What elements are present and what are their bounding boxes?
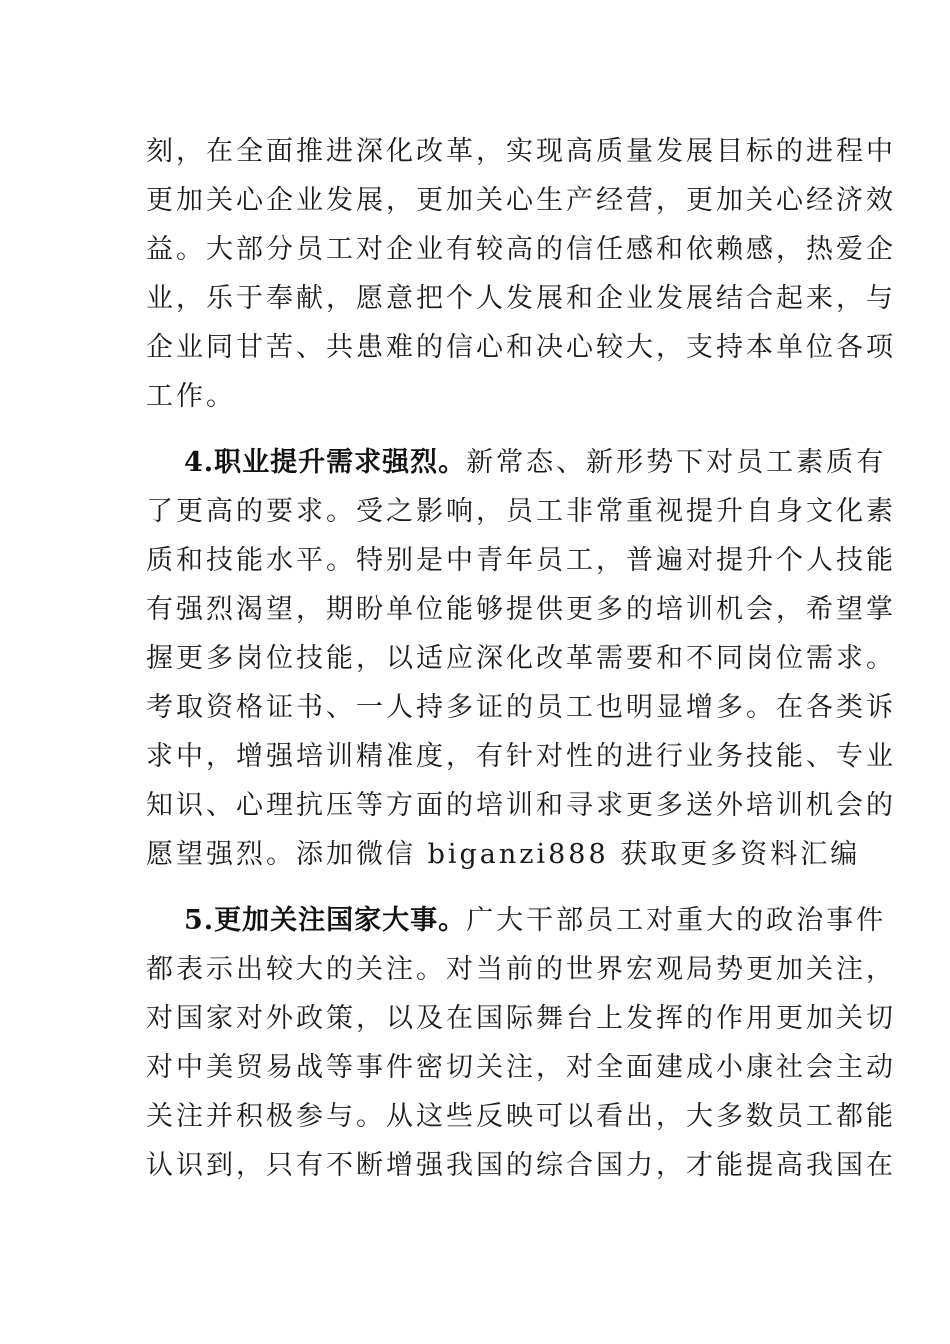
paragraph-line: 都表示出较大的关注。对当前的世界宏观局势更加关注， [146,954,896,985]
paragraph-line: 关注并积极参与。从这些反映可以看出，大多数员工都能 [146,1101,896,1132]
paragraph-line: 刻，在全面推进深化改革，实现高质量发展目标的进程中 [146,136,896,167]
paragraph-line: 有强烈渴望，期盼单位能够提供更多的培训机会，希望掌 [146,594,896,625]
section-4-heading: 4.职业提升需求强烈。 [184,447,467,478]
paragraph-line: 对国家对外政策，以及在国际舞台上发挥的作用更加关切 [146,1003,896,1034]
section-4-first-line [184,447,886,479]
paragraph-line: 工作。 [146,381,236,412]
paragraph-line: 质和技能水平。特别是中青年员工，普遍对提升个人技能 [146,545,896,576]
paragraph-line: 认识到，只有不断增强我国的综合国力，才能提高我国在 [146,1150,896,1181]
document-body [146,0,896,1344]
section-5-heading: 5.更加关注国家大事。 [184,905,467,936]
paragraph-line: 握更多岗位技能，以适应深化改革需要和不同岗位需求。 [146,643,896,674]
section-5-first-line-text: 广大干部员工对重大的政治事件 [466,905,887,936]
paragraph-line: 求中，增强培训精准度，有针对性的进行业务技能、专业 [146,741,896,772]
paragraph-line: 企业同甘苦、共患难的信心和决心较大，支持本单位各项 [146,332,896,363]
paragraph-line: 了更高的要求。受之影响，员工非常重视提升自身文化素 [146,496,896,527]
section-4-first-line-text: 新常态、新形势下对员工素质有 [466,447,887,478]
paragraph-line: 业，乐于奉献，愿意把个人发展和企业发展结合起来，与 [146,283,896,314]
paragraph-line: 对中美贸易战等事件密切关注，对全面建成小康社会主动 [146,1052,896,1083]
paragraph-line: 愿望强烈。添加微信 biganzi888 获取更多资料汇编 [146,839,861,870]
section-5-first-line [184,905,886,937]
paragraph-line: 知识、心理抗压等方面的培训和寻求更多送外培训机会的 [146,790,896,821]
paragraph-line: 益。大部分员工对企业有较高的信任感和依赖感，热爱企 [146,234,896,265]
paragraph-line: 考取资格证书、一人持多证的员工也明显增多。在各类诉 [146,692,896,723]
paragraph-line: 更加关心企业发展，更加关心生产经营，更加关心经济效 [146,185,896,216]
